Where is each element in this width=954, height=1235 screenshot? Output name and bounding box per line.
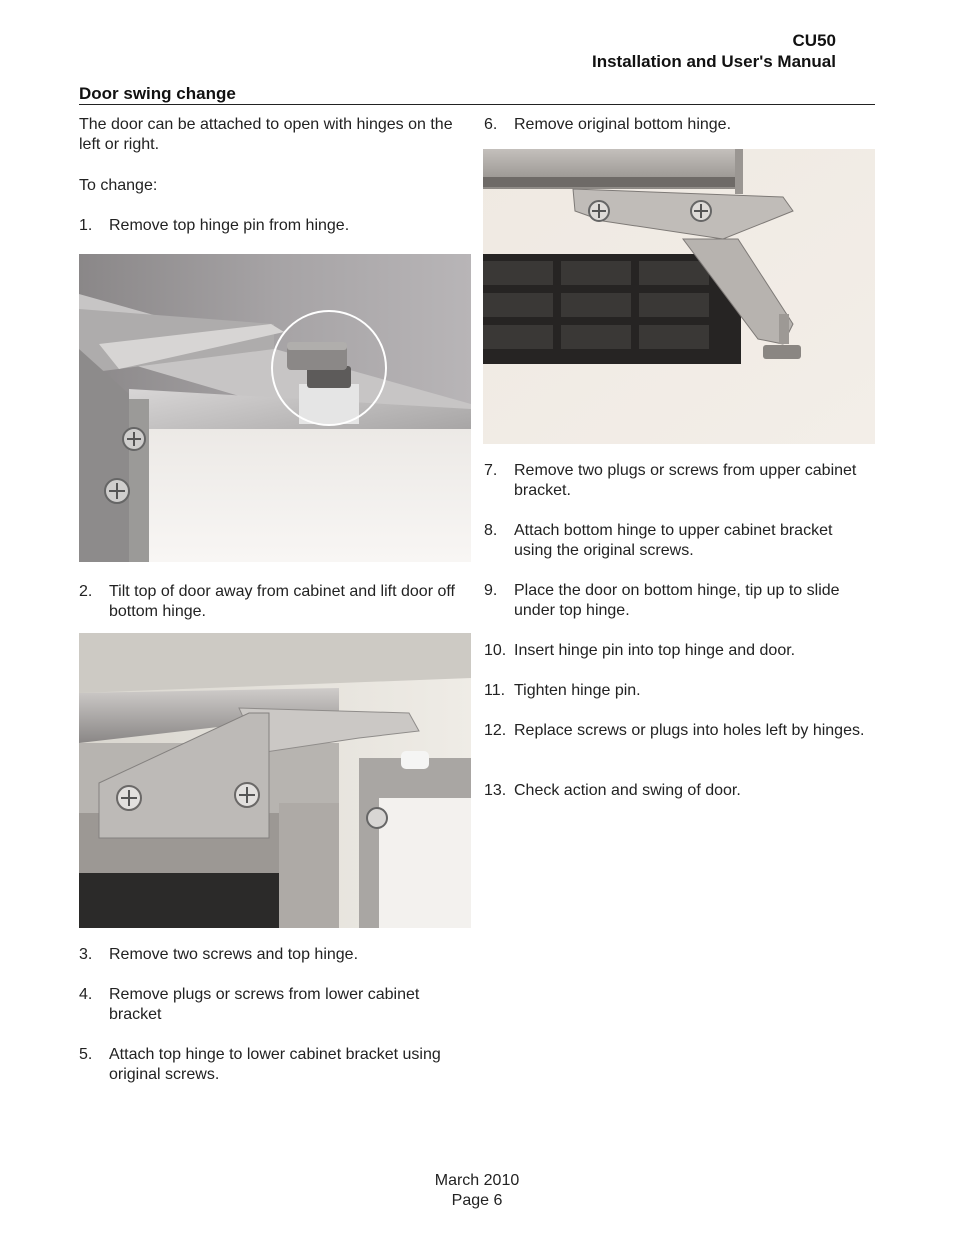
photo-top-hinge-bracket — [79, 633, 471, 928]
step-number: 11. — [484, 682, 506, 699]
document-model: CU50 — [792, 31, 836, 50]
step-number: 1. — [79, 217, 93, 234]
section-divider — [79, 104, 875, 105]
step-text: Remove two screws and top hinge. — [109, 946, 359, 963]
step-number: 10. — [484, 642, 507, 659]
step-text: Attach top hinge to lower cabinet bracket using original screws. — [109, 1046, 441, 1083]
footer-page-number: Page 6 — [451, 1192, 503, 1209]
section-title: Door swing change — [79, 84, 236, 103]
step-text: Place the door on bottom hinge, tip up to slide under top hinge. — [514, 582, 840, 619]
step-number: 13. — [484, 782, 507, 799]
step-number: 6. — [484, 116, 498, 133]
step-number: 3. — [79, 946, 93, 963]
photo-bottom-hinge — [483, 149, 875, 444]
to-change-label: To change: — [79, 177, 158, 194]
step-number: 7. — [484, 462, 498, 479]
step-text: Attach bottom hinge to upper cabinet bracket using the original screws. — [514, 522, 833, 559]
footer-date: March 2010 — [434, 1172, 520, 1189]
intro-text: The door can be attached to open with hinges on the left or right. — [79, 116, 453, 153]
step-number: 4. — [79, 986, 93, 1003]
step-text: Tilt top of door away from cabinet and lift door off bottom hinge. — [109, 583, 455, 620]
step-text: Replace screws or plugs into holes left by hinges. — [514, 722, 865, 739]
step-text: Insert hinge pin into top hinge and door. — [514, 642, 796, 659]
step-text: Remove two plugs or screws from upper cabinet bracket. — [514, 462, 857, 499]
step-text: Remove original bottom hinge. — [514, 116, 732, 133]
step-text: Tighten hinge pin. — [514, 682, 641, 699]
step-text: Check action and swing of door. — [514, 782, 741, 799]
step-text: Remove top hinge pin from hinge. — [109, 217, 350, 234]
step-number: 8. — [484, 522, 498, 539]
manual-title: Installation and User's Manual — [592, 52, 836, 71]
step-number: 5. — [79, 1046, 93, 1063]
step-number: 2. — [79, 583, 93, 600]
photo-top-hinge-pin — [79, 254, 471, 562]
step-text: Remove plugs or screws from lower cabinet bracket — [109, 986, 420, 1023]
step-number: 12. — [484, 722, 507, 739]
step-number: 9. — [484, 582, 498, 599]
